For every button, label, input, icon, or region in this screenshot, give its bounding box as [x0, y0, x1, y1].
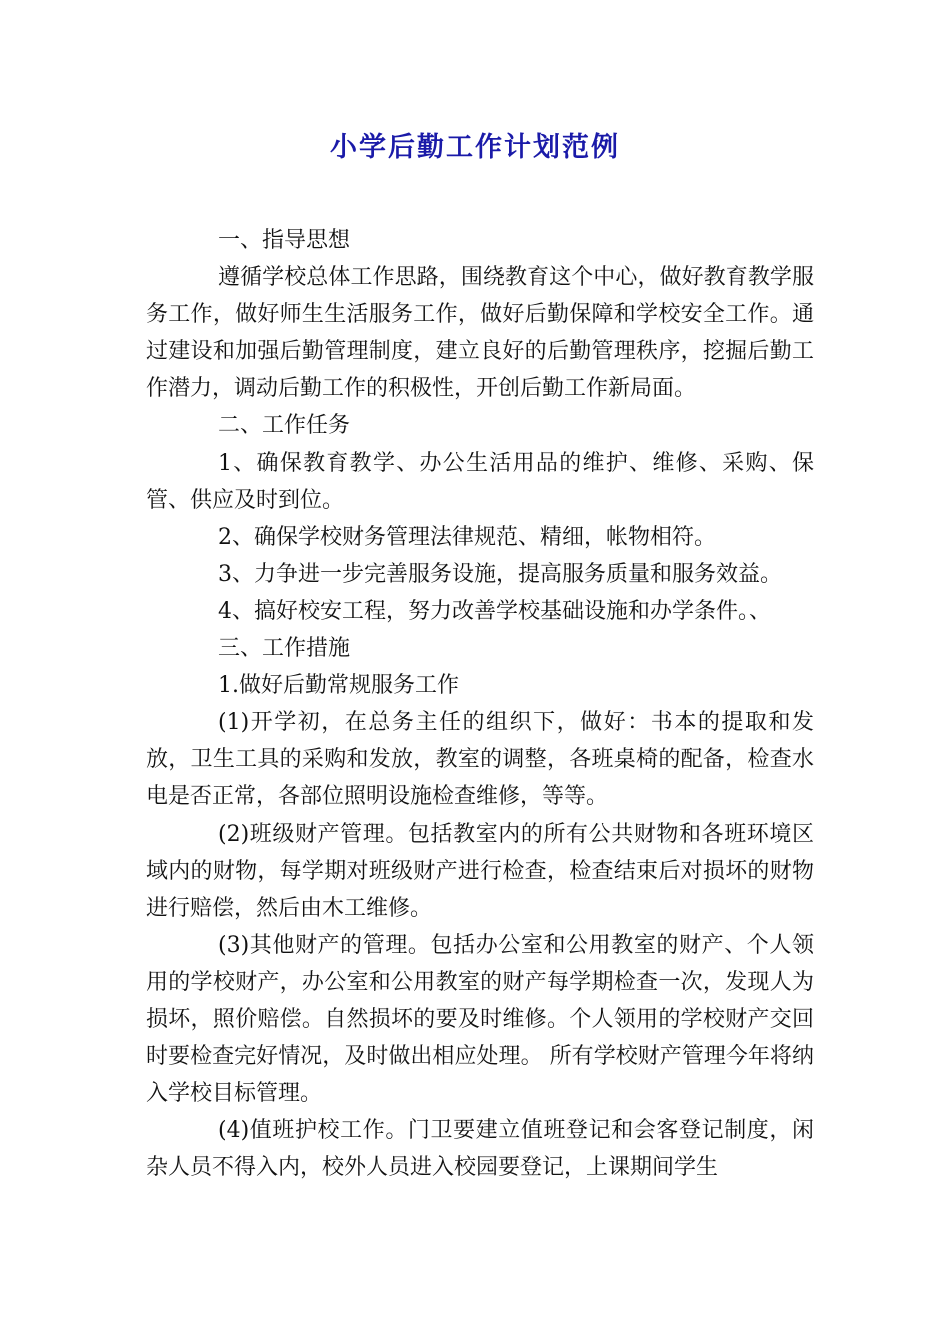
document-title: 小学后勤工作计划范例: [330, 132, 620, 163]
measure-item-3: (3)其他财产的管理。包括办公室和公用教室的财产、个人领用的学校财产，办公室和公用教室的财产每学期检查一次，发现人为损坏，照价赔偿。自然损坏的要及时维修。个人领用的学校财产交回时要检查完好情况，及时做出相应处理。 所有学校财产管理今年将纳入学校目标管理。: [146, 932, 814, 1107]
measure-item-2: (2)班级财产管理。包括教室内的所有公共财物和各班环境区域内的财物，每学期对班级财产进行检查，检查结束后对损坏的财物进行赔偿，然后由木工维修。: [146, 821, 814, 921]
task-item-1: 1、确保教育教学、办公生活用品的维护、维修、采购、保管、供应及时到位。: [146, 450, 814, 513]
task-item-2: 2、确保学校财务管理法律规范、精细，帐物相符。: [218, 524, 716, 550]
task-item-4: 4、搞好校安工程，努力改善学校基础设施和办学条件。、: [218, 598, 771, 624]
document-body: [146, 222, 814, 1186]
measure-item-1: (1)开学初，在总务主任的组织下，做好：书本的提取和发放，卫生工具的采购和发放，教室的调整，各班桌椅的配备，检查水电是否正常，各部位照明设施检查维修，等等。: [146, 710, 814, 810]
measure-item-4: (4)值班护校工作。门卫要建立值班登记和会客登记制度，闲杂人员不得入内，校外人员进入校园要登记，上课期间学生: [146, 1118, 814, 1181]
paragraph-guiding-ideology: 遵循学校总体工作思路，围绕教育这个中心，做好教育教学服务工作，做好师生生活服务工作，做好后勤保障和学校安全工作。通过建设和加强后勤管理制度，建立良好的后勤管理秩序，挖掘后勤工作潜力，调动后勤工作的积极性，开创后勤工作新局面。: [146, 265, 814, 402]
subsection-heading-routine-service: 1.做好后勤常规服务工作: [218, 673, 459, 699]
section-heading-guiding-ideology: 一、指导思想: [218, 228, 351, 253]
section-heading-measures: 三、工作措施: [218, 636, 351, 662]
task-item-3: 3、力争进一步完善服务设施，提高服务质量和服务效益。: [218, 561, 782, 587]
section-heading-tasks: 二、工作任务: [218, 413, 351, 439]
